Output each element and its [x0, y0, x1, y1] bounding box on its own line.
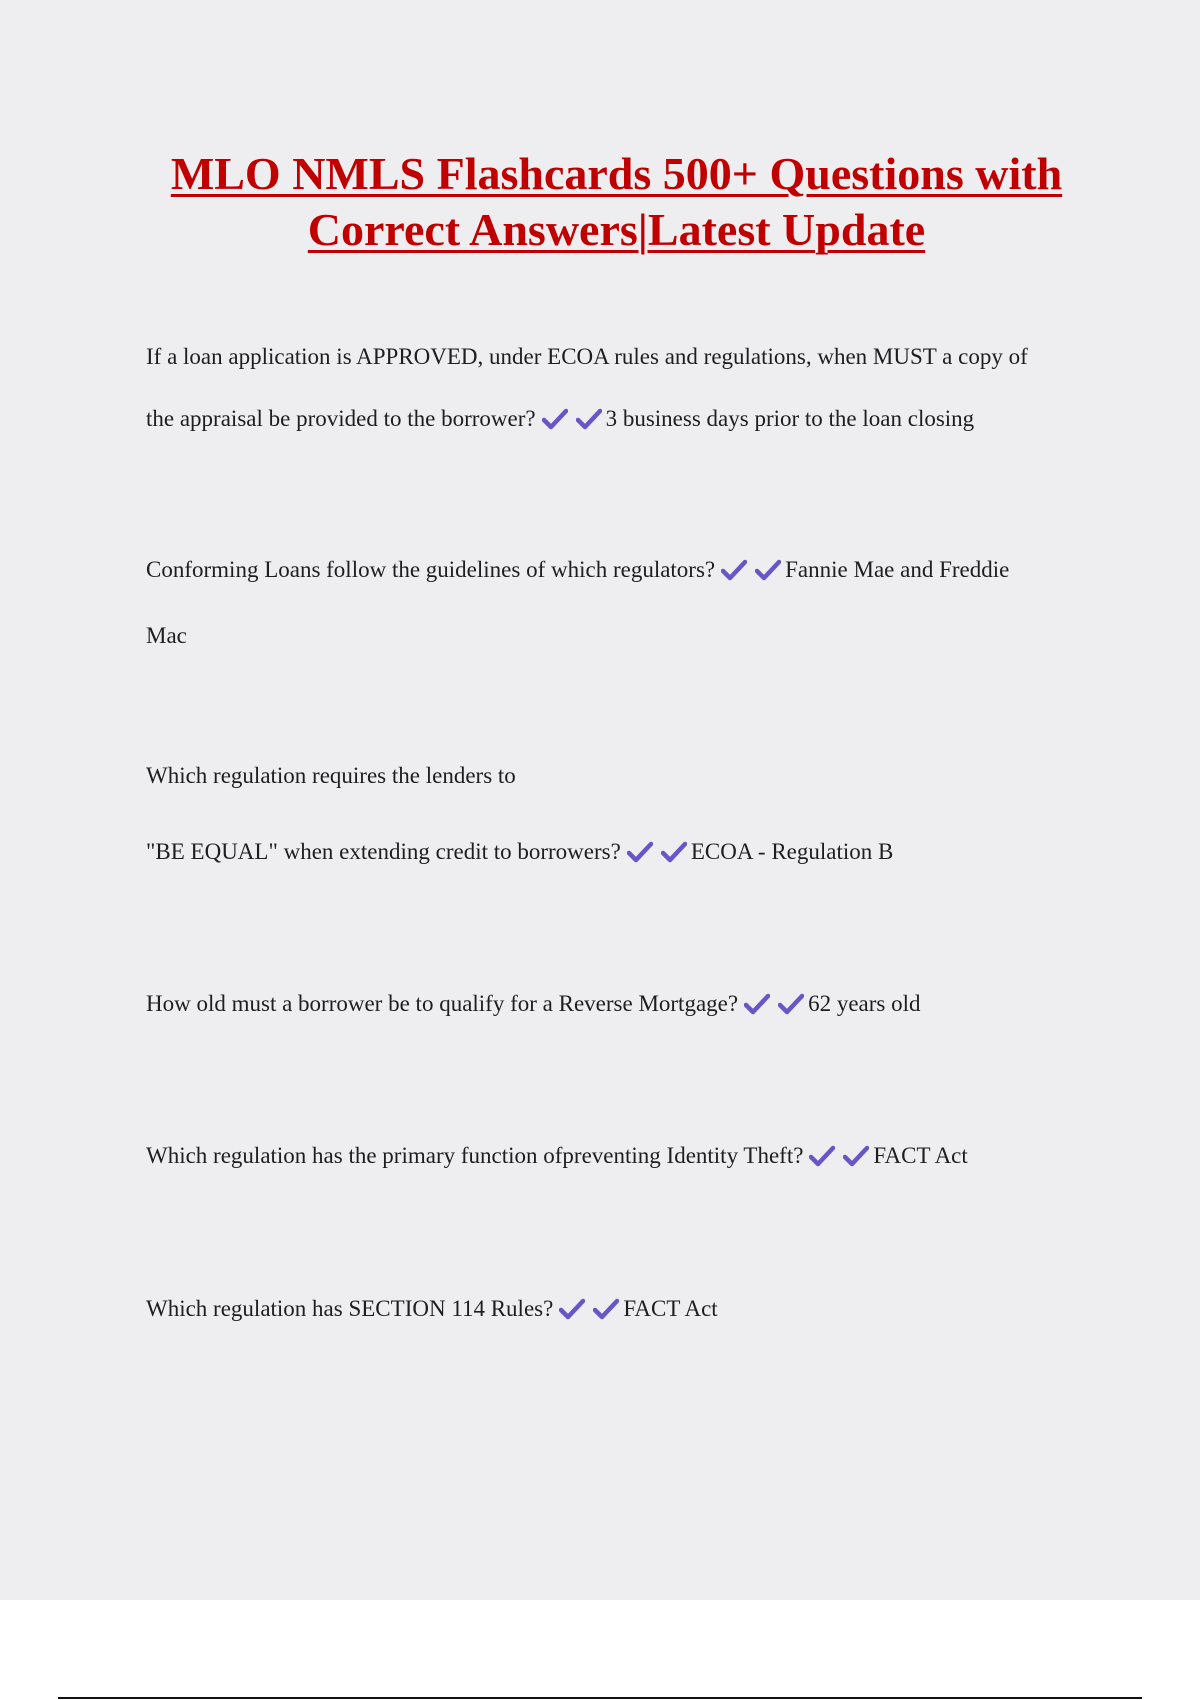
- answer-marker: [809, 1129, 871, 1191]
- answer-marker: [721, 543, 783, 605]
- answer-text: Mac: [146, 623, 187, 648]
- qa-line: [146, 973, 1086, 1039]
- title-line-2: Correct Answers|Latest Update: [307, 204, 926, 255]
- answer-text: FACT Act: [623, 1296, 718, 1321]
- question-text: If a loan application is APPROVED, under ECOA rules and regulations, when MUST a copy of: [146, 344, 1028, 369]
- qa-line: [146, 821, 1086, 887]
- answer-text: Fannie Mae and Freddie: [785, 557, 1010, 582]
- checkmark-icon: [744, 993, 770, 1015]
- question-text: Which regulation has the primary function ofpreventing Identity Theft?: [146, 1143, 804, 1168]
- answer-marker: [559, 1282, 621, 1344]
- checkmark-icon: [542, 408, 568, 430]
- checkmark-icon: [843, 1145, 869, 1167]
- qa-line: [146, 1125, 1086, 1191]
- answer-text: ECOA - Regulation B: [690, 839, 894, 864]
- checkmark-icon: [559, 1298, 585, 1320]
- checkmark-icon: [721, 559, 747, 581]
- qa-item-3: [146, 745, 1086, 887]
- document-title: [120, 146, 1113, 258]
- checkmark-icon: [755, 559, 781, 581]
- qa-item-6: [146, 1278, 1086, 1344]
- checkmark-icon: [576, 408, 602, 430]
- checkmark-icon: [809, 1145, 835, 1167]
- answer-marker: [542, 392, 604, 454]
- qa-item-4: [146, 973, 1086, 1039]
- qa-line: [146, 1278, 1086, 1344]
- checkmark-icon: [661, 841, 687, 863]
- checkmark-icon: [593, 1298, 619, 1320]
- answer-marker: [744, 977, 806, 1039]
- question-text: Which regulation requires the lenders to: [146, 763, 516, 788]
- qa-line: [146, 539, 1086, 605]
- qa-item-5: [146, 1125, 1086, 1191]
- question-text: the appraisal be provided to the borrower?: [146, 406, 536, 431]
- answer-marker: [627, 825, 689, 887]
- question-text: How old must a borrower be to qualify for a Reverse Mortgage?: [146, 991, 739, 1016]
- question-text: "BE EQUAL" when extending credit to borrowers?: [146, 839, 621, 864]
- footer-rule: [58, 1697, 1142, 1699]
- answer-text: 62 years old: [808, 991, 921, 1016]
- qa-item-2: [146, 539, 1086, 667]
- qa-line: [146, 388, 1086, 454]
- question-text: Which regulation has SECTION 114 Rules?: [146, 1296, 554, 1321]
- answer-text: FACT Act: [873, 1143, 968, 1168]
- question-text: Conforming Loans follow the guidelines of which regulators?: [146, 557, 716, 582]
- answer-text: 3 business days prior to the loan closing: [605, 406, 975, 431]
- checkmark-icon: [778, 993, 804, 1015]
- qa-item-1: [146, 326, 1086, 454]
- checkmark-icon: [627, 841, 653, 863]
- title-line-1: MLO NMLS Flashcards 500+ Questions with: [170, 148, 1063, 199]
